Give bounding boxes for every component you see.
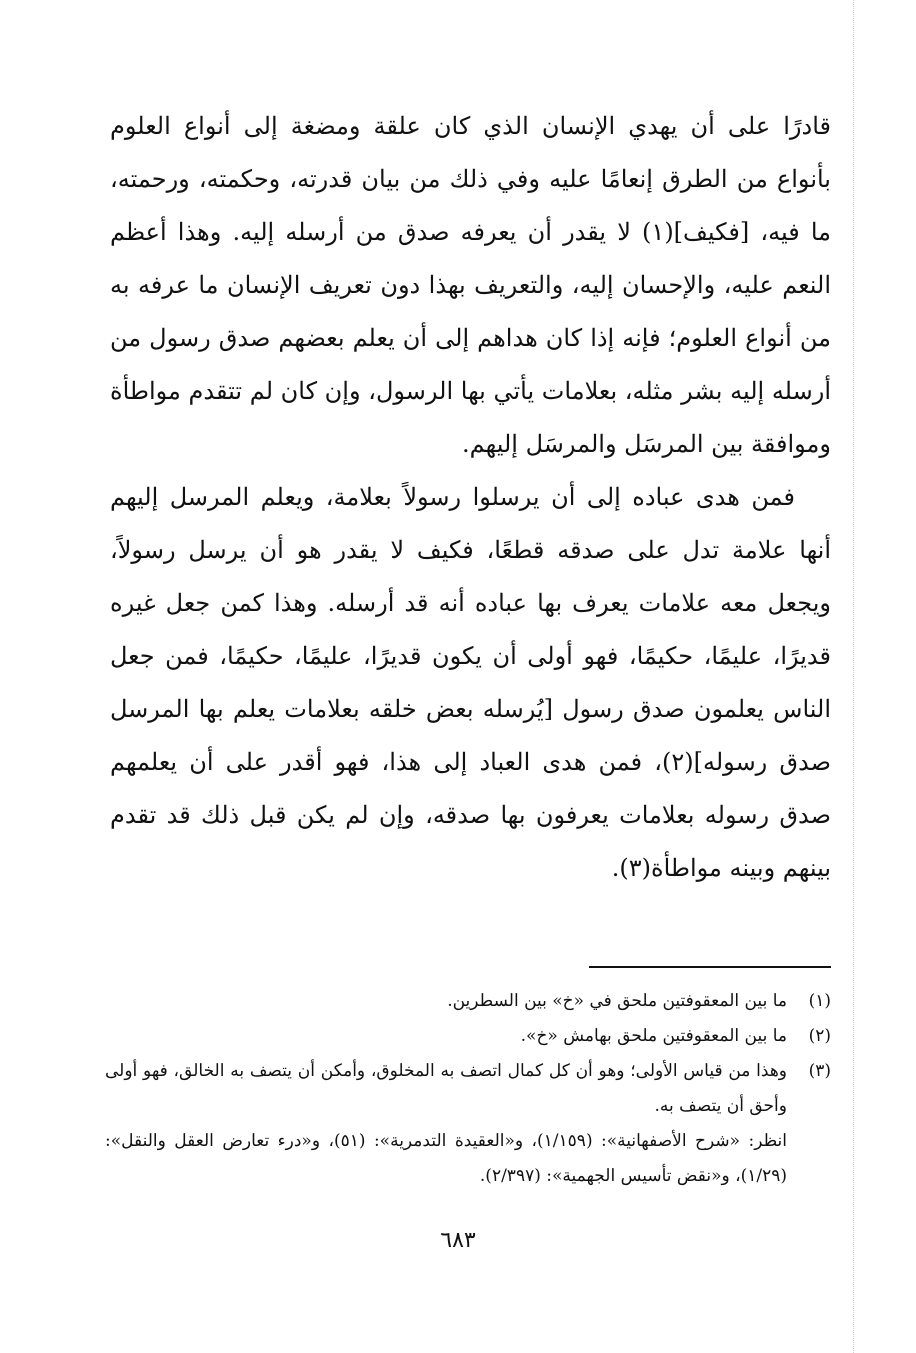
footnote-separator	[589, 966, 831, 968]
footnote-3	[105, 1054, 831, 1124]
footnote-number: (٢)	[808, 1026, 831, 1046]
main-text	[110, 100, 831, 895]
footnote-3-reference: انظر: «شرح الأصفهانية»: (١/١٥٩)، و«العقيدة التدمرية»: (٥١)، و«درء تعارض العقل والنقل»: (١/٢٩)، و«نقض تأسيس الجهمية»: (٢/٣٩٧).	[105, 1131, 787, 1186]
footnote-2	[105, 1019, 831, 1054]
paragraph-2: فمن هدى عباده إلى أن يرسلوا رسولاً بعلامة، ويعلم المرسل إليهم أنها علامة تدل على صدقه قطعًا، فكيف لا يقدر هو أن يرسل رسولاً، ويجعل معه علامات يعرف بها عباده أنه قد أرسله. وهذا كمن جعل غيره قديرًا، عليمًا، حكيمًا، فهو أولى أن يكون قديرًا، عليمًا، حكيمًا، فمن جعل الناس يعلمون صدق رسول [يُرسله بعض خلقه بعلامات يعلم بها المرسل صدق رسوله](٢)، فمن هدى العباد إلى هذا، فهو أقدر على أن يعلمهم صدق رسوله بعلامات يعرفون بها صدقه، وإن لم يكن قبل ذلك قد تقدم بينهم وبينه مواطأة(٣).	[110, 483, 832, 882]
footnote-text: ما بين المعقوفتين ملحق بهامش «خ».	[520, 1026, 787, 1046]
scan-edge-line	[853, 0, 854, 1353]
footnote-text: ما بين المعقوفتين ملحق في «خ» بين السطرين.	[447, 991, 787, 1011]
footnotes	[105, 984, 831, 1194]
footnote-1	[105, 984, 831, 1019]
footnote-text: وهذا من قياس الأولى؛ وهو أن كل كمال اتصف به المخلوق، وأمكن أن يتصف به الخالق، فهو أولى وأحق أن يتصف به.	[105, 1061, 787, 1116]
footnote-number: (٣)	[808, 1061, 831, 1081]
paragraph-1: قادرًا على أن يهدي الإنسان الذي كان علقة ومضغة إلى أنواع العلوم بأنواع من الطرق إنعامًا عليه وفي ذلك من بيان قدرته، وحكمته، ورحمته، ما فيه، [فكيف](١) لا يقدر أن يعرفه صدق من أرسله إليه. وهذا أعظم النعم عليه، والإحسان إليه، والتعريف بهذا دون تعريف الإنسان ما عرفه به من أنواع العلوم؛ فإنه إذا كان هداهم إلى أن يعلم بعضهم صدق رسول من أرسله إليه بشر مثله، بعلامات يأتي بها الرسول، وإن كان لم تتقدم مواطأة وموافقة بين المرسَل والمرسَل إليهم.	[110, 112, 831, 458]
page-number: ٦٨٣	[440, 1228, 476, 1253]
footnote-number: (١)	[808, 991, 831, 1011]
